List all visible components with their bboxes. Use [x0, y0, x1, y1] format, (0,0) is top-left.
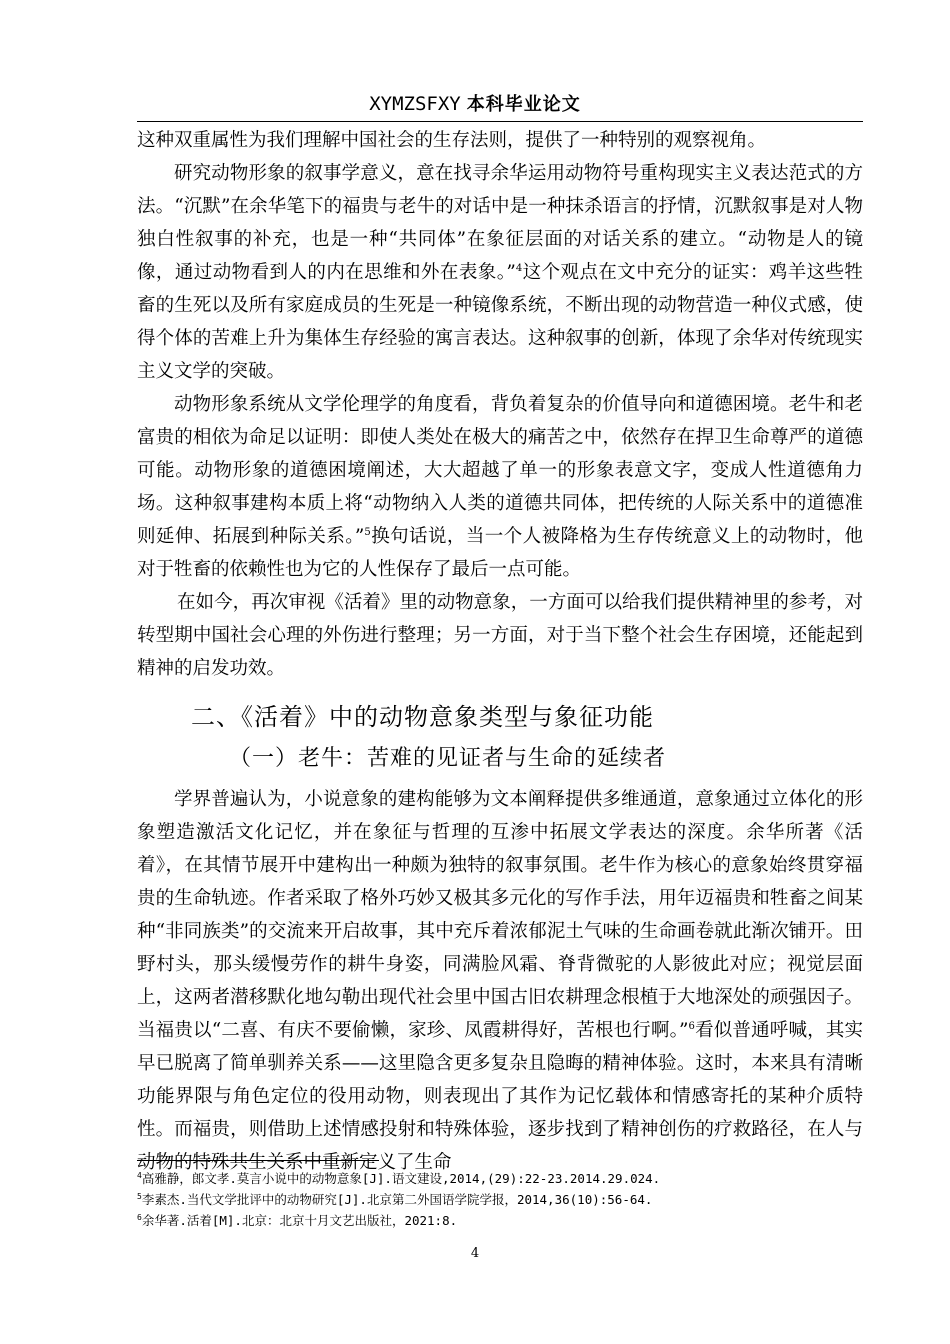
footnotes	[137, 1168, 863, 1231]
header-rule	[137, 121, 863, 122]
footnote: $^4$高雅静，郎文孝.莫言小说中的动物意象[J].语文建设,2014,(29):22-23.2014.29.024.	[137, 1170, 661, 1186]
paragraph: 研究动物形象的叙事学意义，意在找寻余华运用动物符号重构现实主义表达范式的方法。“沉默”在余华笔下的福贵与老牛的对话中是一种抹杀语言的抒情，沉默叙事是对人物独白性叙事的补充，也是一种“共同体”在象征层面的对话关系的建立。“动物是人的镜像，通过动物看到人的内在思维和外在表象。”$^4$这个观点在文中充分的证实：鸡羊这些牲畜的生死以及所有家庭成员的生死是一种镜像系统，不断出现的动物营造一种仪式感，使得个体的苦难上升为集体生存经验的寓言表达。这种叙事的创新，体现了余华对传统现实主义文学的突破。	[137, 163, 863, 382]
header-code: XYMZSFXY	[369, 93, 461, 115]
page-number: 4	[470, 1246, 480, 1261]
paragraph: 学界普遍认为，小说意象的建构能够为文本阐释提供多维通道，意象通过立体化的形象塑造激活文化记忆，并在象征与哲理的互渗中拓展文学表达的深度。余华所著《活着》，在其情节展开中建构出一种颇为独特的叙事氛围。老牛作为核心的意象始终贯穿福贵的生命轨迹。作者采取了格外巧妙又极其多元化的写作手法，用年迈福贵和牲畜之间某种“非同族类”的交流来开启故事，其中充斥着浓郁泥土气味的生命画卷就此渐次铺开。田野村头，那头缓慢劳作的耕牛身姿，同满脸风霜、脊背微驼的人影彼此对应；视觉层面上，这两者潜移默化地勾勒出现代社会里中国古旧农耕理念根植于大地深处的顽强因子。当福贵以“二喜、有庆不要偷懒，家珍、凤霞耕得好，苦根也行啊。”$^6$看似普通呼喊，其实早已脱离了简单驯养关系——这里隐含更多复杂且隐晦的精神体验。这时，本来具有清晰功能界限与角色定位的役用动物，则表现出了其作为记忆载体和情感寄托的某种介质特性。而福贵，则借助上述情感投射和特殊体验，逐步找到了精神创伤的疗救路径，在人与动物的特殊共生关系中重新定义了生命	[137, 789, 863, 1173]
paragraph: 在如今，再次审视《活着》里的动物意象，一方面可以给我们提供精神里的参考，对转型期中国社会心理的外伤进行整理；另一方面，对于当下整个社会生存困境，还能起到精神的启发功效。	[137, 592, 863, 679]
footnote-ref: 5	[364, 526, 371, 538]
section-heading: 二、《活着》中的动物意象类型与象征功能	[191, 703, 654, 731]
subsection-heading: （一）老牛：苦难的见证者与生命的延续者	[229, 746, 667, 771]
footnote-rule	[137, 1160, 379, 1161]
paragraph: 动物形象系统从文学伦理学的角度看，背负着复杂的价值导向和道德困境。老牛和老富贵的相依为命足以证明：即使人类处在极大的痛苦之中，依然存在捍卫生命尊严的道德可能。动物形象的道德困境阐述，大大超越了单一的形象表意文字，变成人性道德角力场。这种叙事建构本质上将“动物纳入人类的道德共同体，把传统的人际关系中的道德准则延伸、拓展到种际关系。”$^5$换句话说，当一个人被降格为生存传统意义上的动物时，他对于牲畜的依赖性也为它的人性保存了最后一点可能。	[137, 394, 863, 580]
header-title: 本科毕业论文	[466, 94, 581, 115]
footnote-ref: 4	[515, 262, 523, 274]
footnote: $^5$李素杰.当代文学批评中的动物研究[J].北京第二外国语学院学报，2014,36(10):56-64.	[137, 1191, 653, 1207]
body-text	[137, 124, 863, 1179]
footnote: $^6$余华著.活着[M].北京：北京十月文艺出版社，2021:8.	[137, 1212, 458, 1228]
paragraph-continuation: 这种双重属性为我们理解中国社会的生存法则，提供了一种特别的观察视角。	[137, 130, 767, 151]
footnote-ref: 6	[688, 1020, 695, 1032]
running-header	[0, 92, 950, 117]
